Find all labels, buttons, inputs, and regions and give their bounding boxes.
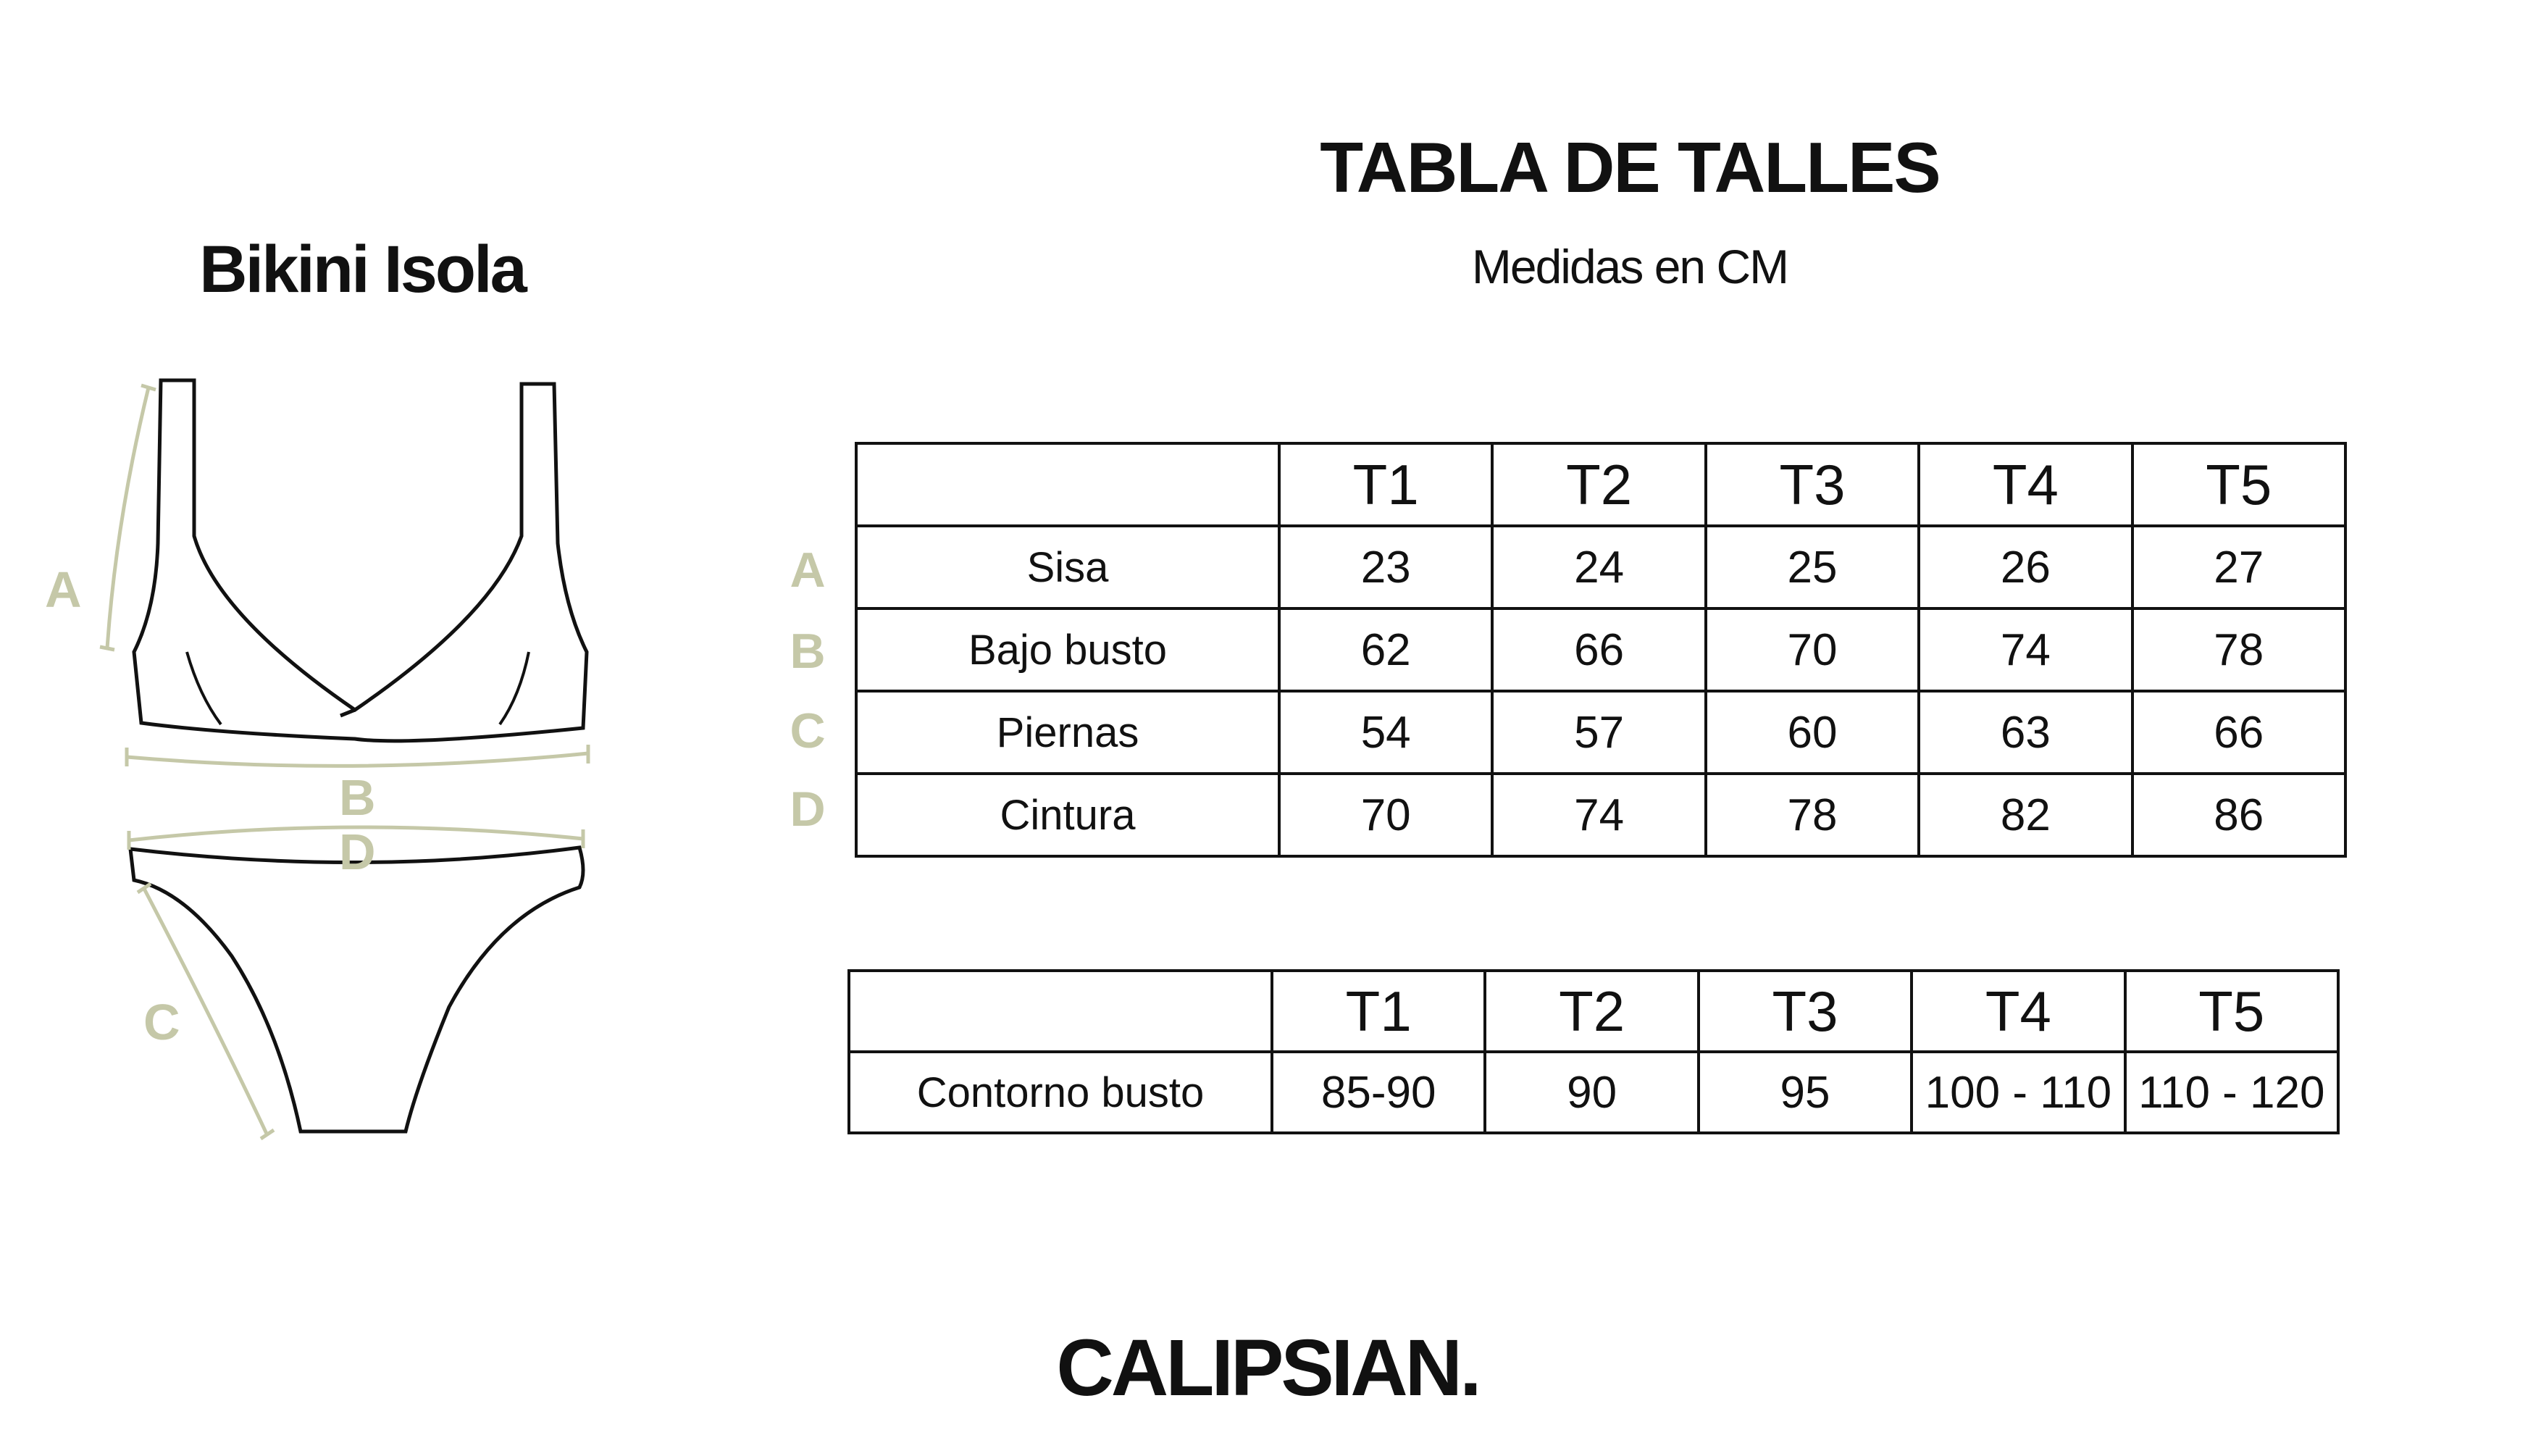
bikini-diagram — [0, 0, 652, 1195]
table-cell: 26 — [1919, 526, 2132, 608]
header-corner-cell — [849, 971, 1272, 1052]
table-cell: 54 — [1279, 691, 1492, 774]
table-cell: 74 — [1919, 608, 2132, 691]
brand-logo: CALIPSIAN. — [1056, 1323, 1479, 1413]
row-label: Contorno busto — [849, 1052, 1272, 1133]
row-letter-b: B — [790, 624, 826, 679]
table-cell: 62 — [1279, 608, 1492, 691]
table-cell: 70 — [1706, 608, 1919, 691]
bust-table-header-row — [849, 971, 2338, 1052]
table-cell: 66 — [1492, 608, 1705, 691]
measure-label-a: A — [45, 561, 82, 618]
bikini-bottom-outline — [130, 848, 583, 1131]
column-header: T3 — [1706, 443, 1919, 526]
table-cell: 100 - 110 — [1912, 1052, 2125, 1133]
chart-subtitle: Medidas en CM — [1471, 240, 1788, 293]
column-header: T3 — [1699, 971, 1912, 1052]
table-cell: 23 — [1279, 526, 1492, 608]
table-cell: 63 — [1919, 691, 2132, 774]
table-cell: 86 — [2132, 774, 2345, 856]
row-label: Bajo busto — [856, 608, 1279, 691]
table-row — [856, 526, 2345, 608]
table-cell: 57 — [1492, 691, 1705, 774]
table-cell: 70 — [1279, 774, 1492, 856]
table-cell: 82 — [1919, 774, 2132, 856]
table-row — [856, 608, 2345, 691]
table-cell: 74 — [1492, 774, 1705, 856]
bust-table — [847, 969, 2340, 1134]
row-letter-c: C — [790, 703, 826, 758]
measure-label-c: C — [143, 994, 180, 1050]
table-cell: 24 — [1492, 526, 1705, 608]
row-letter-a: A — [790, 543, 826, 598]
table-row — [849, 1052, 2338, 1133]
table-cell: 95 — [1699, 1052, 1912, 1133]
table-row — [856, 774, 2345, 856]
table-cell: 66 — [2132, 691, 2345, 774]
table-cell: 90 — [1485, 1052, 1698, 1133]
measure-label-d: D — [339, 824, 376, 880]
table-cell: 27 — [2132, 526, 2345, 608]
column-header: T5 — [2125, 971, 2338, 1052]
size-table-header-row — [856, 443, 2345, 526]
bikini-top-seam-right — [500, 652, 529, 724]
row-letter-d: D — [790, 782, 826, 837]
table-cell: 110 - 120 — [2125, 1052, 2338, 1133]
table-cell: 85-90 — [1272, 1052, 1485, 1133]
column-header: T2 — [1485, 971, 1698, 1052]
table-cell: 78 — [2132, 608, 2345, 691]
table-row — [856, 691, 2345, 774]
row-label: Sisa — [856, 526, 1279, 608]
column-header: T2 — [1492, 443, 1705, 526]
row-label: Piernas — [856, 691, 1279, 774]
row-label: Cintura — [856, 774, 1279, 856]
column-header: T4 — [1912, 971, 2125, 1052]
header-corner-cell — [856, 443, 1279, 526]
table-cell: 25 — [1706, 526, 1919, 608]
bikini-top-seam-left — [187, 652, 221, 724]
column-header: T5 — [2132, 443, 2345, 526]
table-cell: 78 — [1706, 774, 1919, 856]
table-cell: 60 — [1706, 691, 1919, 774]
size-table — [855, 442, 2347, 858]
column-header: T4 — [1919, 443, 2132, 526]
column-header: T1 — [1272, 971, 1485, 1052]
measure-label-b: B — [339, 769, 376, 826]
column-header: T1 — [1279, 443, 1492, 526]
product-title: Bikini Isola — [199, 233, 525, 306]
chart-title: TABLA DE TALLES — [1320, 127, 1940, 207]
